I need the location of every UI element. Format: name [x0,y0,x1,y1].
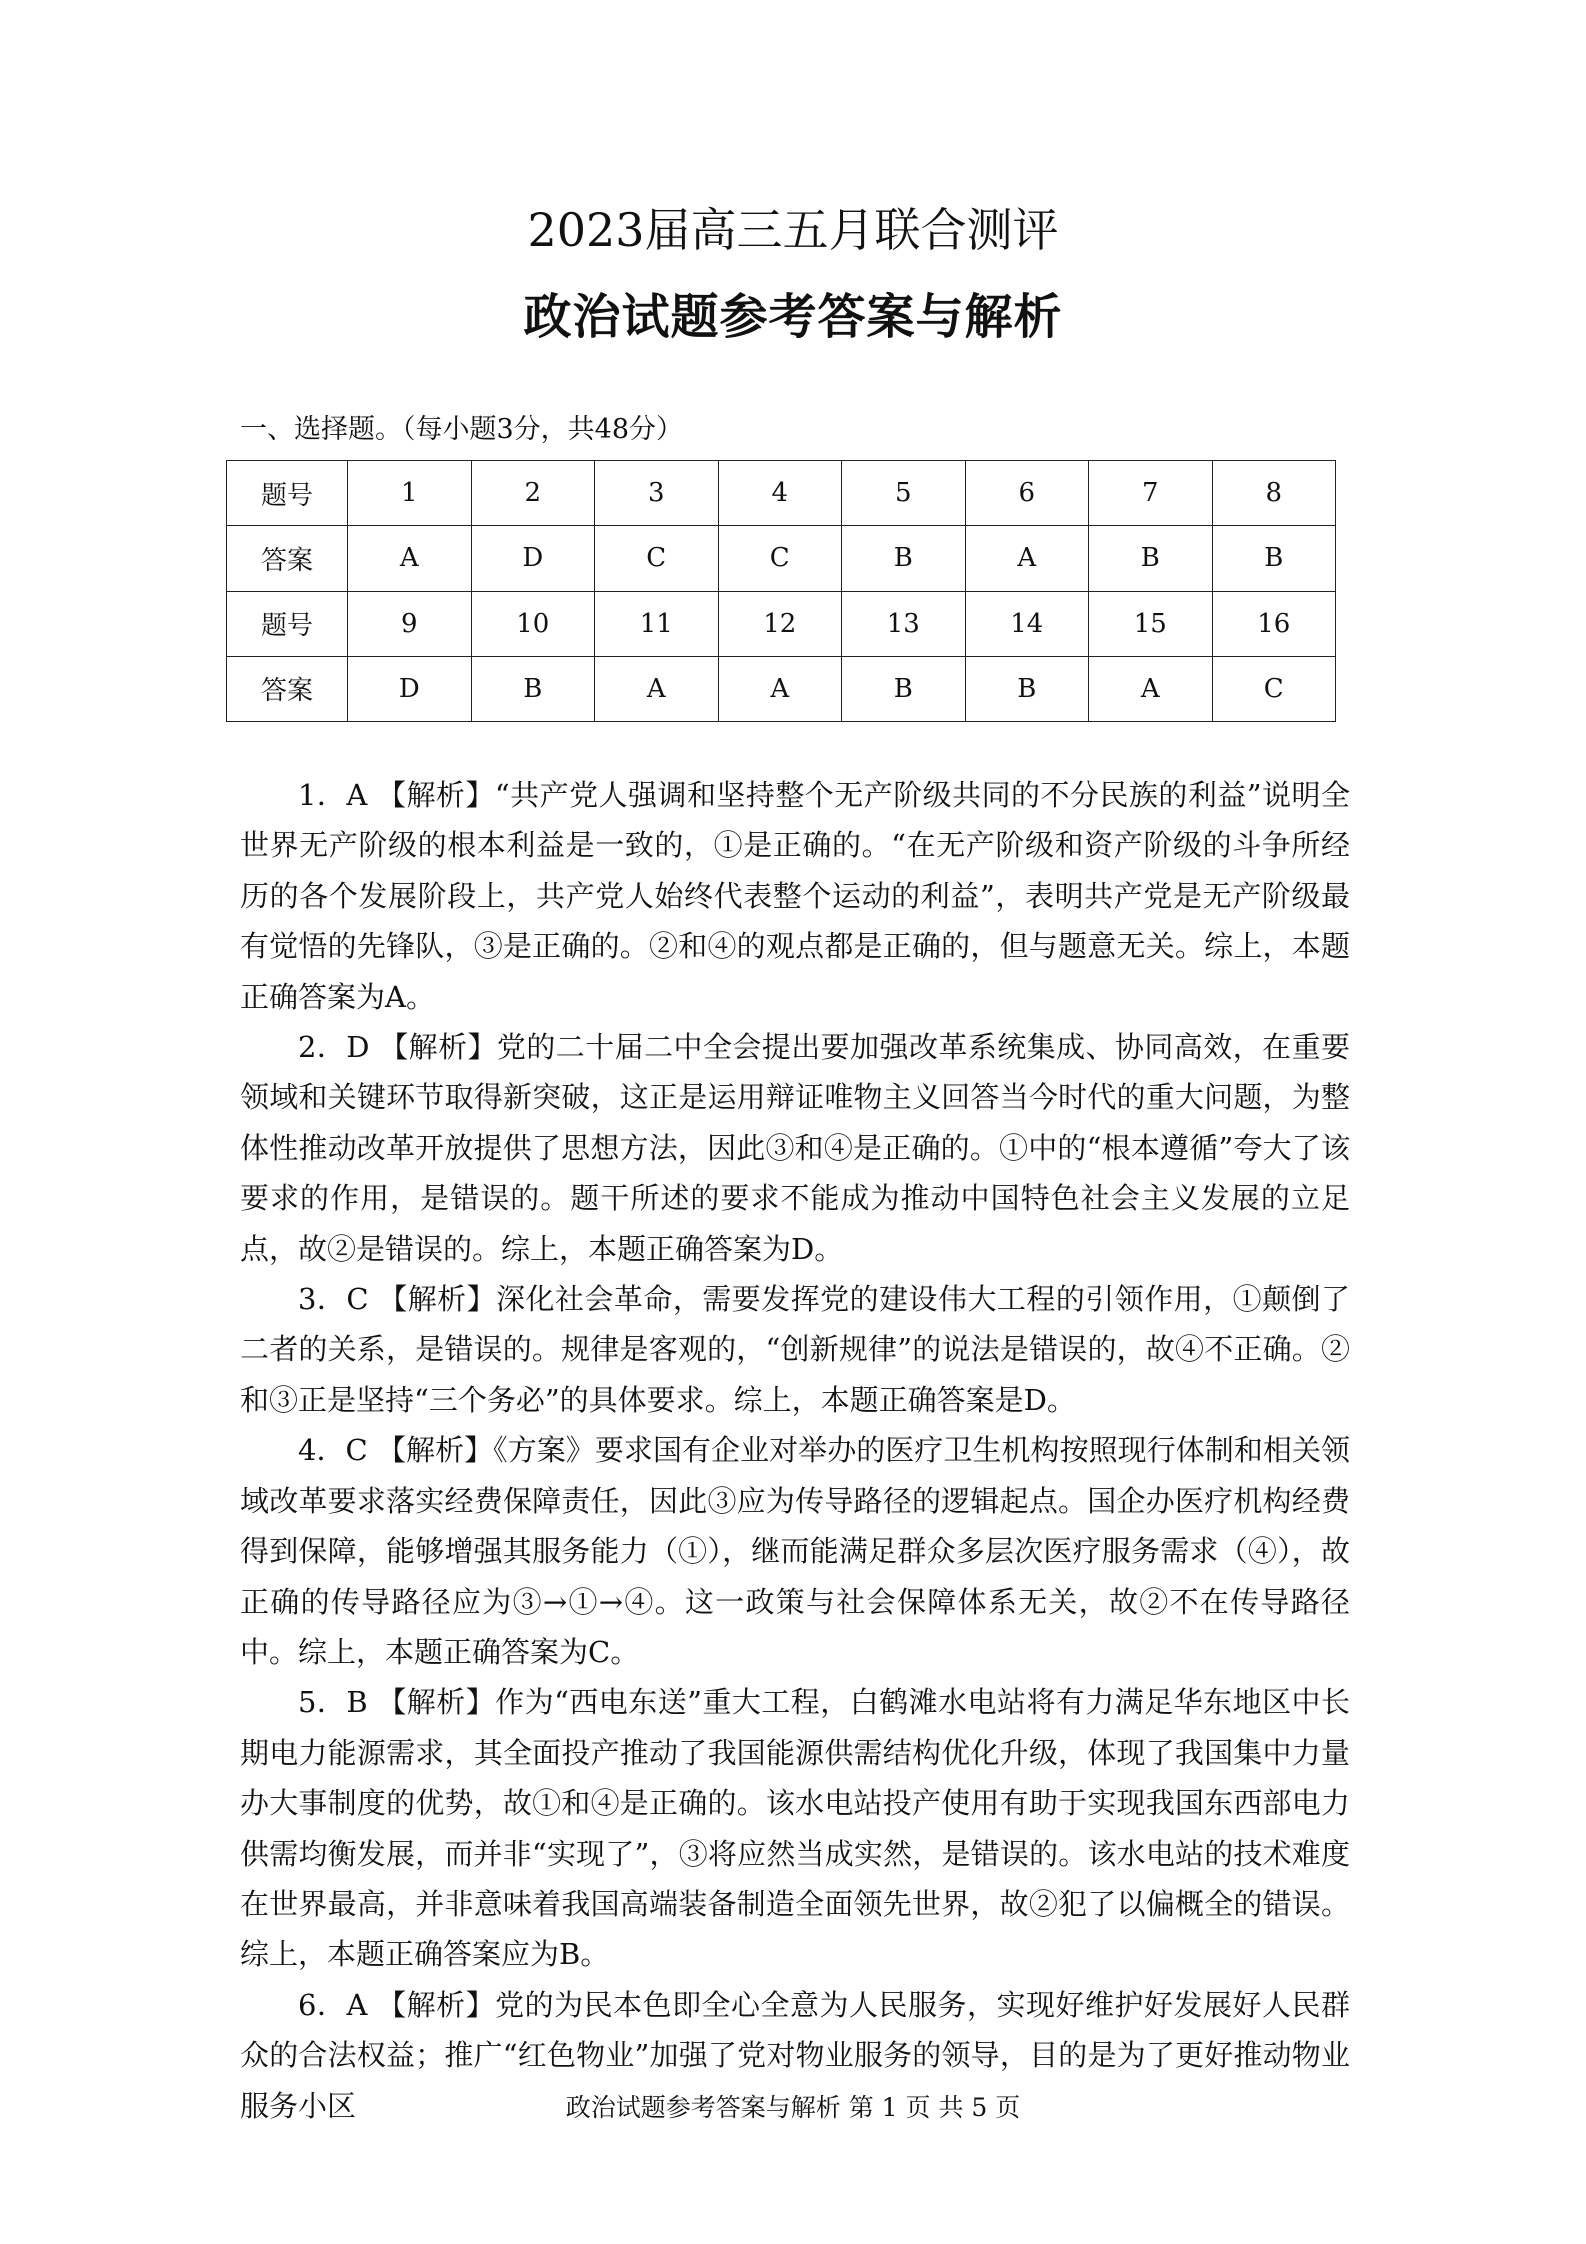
table-cell: C [718,526,842,591]
table-cell: C [595,526,719,591]
table-cell: 7 [1089,461,1213,526]
document-subtitle: 政治试题参考答案与解析 [523,289,1063,345]
explanations [240,770,1350,2131]
explanation-paragraph: 1．A 【解析】“共产党人强调和坚持整个无产阶级共同的不分民族的利益”说明全世界无产阶级的根本利益是一致的，①是正确的。“在无产阶级和资产阶级的斗争所经历的各个发展阶段上，共产党人始终代表整个运动的利益”，表明共产党是无产阶级最有觉悟的先锋队，③是正确的。②和④的观点都是正确的，但与题意无关。综上，本题正确答案为A。 [240,778,1350,1014]
table-cell: C [1212,656,1336,721]
table-cell: A [595,656,719,721]
explanation-paragraph: 4．C 【解析】《方案》要求国有企业对举办的医疗卫生机构按照现行体制和相关领域改革要求落实经费保障责任，因此③应为传导路径的逻辑起点。国企办医疗机构经费得到保障，能够增强其服务能力（①），继而能满足群众多层次医疗服务需求（④），故正确的传导路径应为③→①→④。这一政策与社会保障体系无关，故②不在传导路径中。综上，本题正确答案为C。 [240,1433,1350,1669]
table-row [227,656,1336,721]
table-cell: A [718,656,842,721]
explanation-paragraph: 6．A 【解析】党的为民本色即全心全意为人民服务，实现好维护好发展好人民群众的合法权益；推广“红色物业”加强了党对物业服务的领导，目的是为了更好推动物业服务小区 [240,1987,1350,2123]
table-row [227,591,1336,656]
row-label: 答案 [227,526,348,591]
table-cell: 6 [965,461,1089,526]
table-cell: B [1089,526,1213,591]
page-footer: 政治试题参考答案与解析 第 1 页 共 5 页 [565,2093,1021,2122]
explanation-paragraph: 2．D 【解析】党的二十届二中全会提出要加强改革系统集成、协同高效，在重要领域和关键环节取得新突破，这正是运用辩证唯物主义回答当今时代的重大问题，为整体性推动改革开放提供了思想方法，因此③和④是正确的。①中的“根本遵循”夸大了该要求的作用，是错误的。题干所述的要求不能成为推动中国特色社会主义发展的立足点，故②是错误的。综上，本题正确答案为D。 [240,1030,1350,1266]
table-cell: B [965,656,1089,721]
table-cell: A [348,526,472,591]
table-cell: 15 [1089,591,1213,656]
row-label: 答案 [227,656,348,721]
table-cell: A [1089,656,1213,721]
table-cell: 8 [1212,461,1336,526]
row-label: 题号 [227,461,348,526]
table-cell: 10 [471,591,595,656]
table-cell: B [842,526,966,591]
explanation-paragraph: 5．B 【解析】作为“西电东送”重大工程，白鹤滩水电站将有力满足华东地区中长期电力能源需求，其全面投产推动了我国能源供需结构优化升级，体现了我国集中力量办大事制度的优势，故①和④是正确的。该水电站投产使用有助于实现我国东西部电力供需均衡发展，而并非“实现了”，③将应然当成实然，是错误的。该水电站的技术难度在世界最高，并非意味着我国高端装备制造全面领先世界，故②犯了以偏概全的错误。综上，本题正确答案应为B。 [240,1685,1350,1972]
table-cell: B [1212,526,1336,591]
answer-table [226,460,1336,722]
table-cell: 16 [1212,591,1336,656]
table-cell: 4 [718,461,842,526]
table-cell: 1 [348,461,472,526]
table-cell: A [965,526,1089,591]
table-cell: D [348,656,472,721]
table-row [227,461,1336,526]
table-cell: B [471,656,595,721]
table-cell: B [842,656,966,721]
table-cell: 5 [842,461,966,526]
table-cell: 3 [595,461,719,526]
table-cell: 2 [471,461,595,526]
section-heading: 一、选择题。（每小题3分，共48分） [240,414,684,445]
row-label: 题号 [227,591,348,656]
table-cell: 13 [842,591,966,656]
table-cell: D [471,526,595,591]
table-cell: 9 [348,591,472,656]
table-cell: 12 [718,591,842,656]
table-cell: 11 [595,591,719,656]
table-row [227,526,1336,591]
table-cell: 14 [965,591,1089,656]
explanation-paragraph: 3．C 【解析】深化社会革命，需要发挥党的建设伟大工程的引领作用，①颠倒了二者的关系，是错误的。规律是客观的，“创新规律”的说法是错误的，故④不正确。②和③正是坚持“三个务必”的具体要求。综上，本题正确答案是D。 [240,1282,1350,1417]
document-title: 2023届高三五月联合测评 [527,203,1059,257]
